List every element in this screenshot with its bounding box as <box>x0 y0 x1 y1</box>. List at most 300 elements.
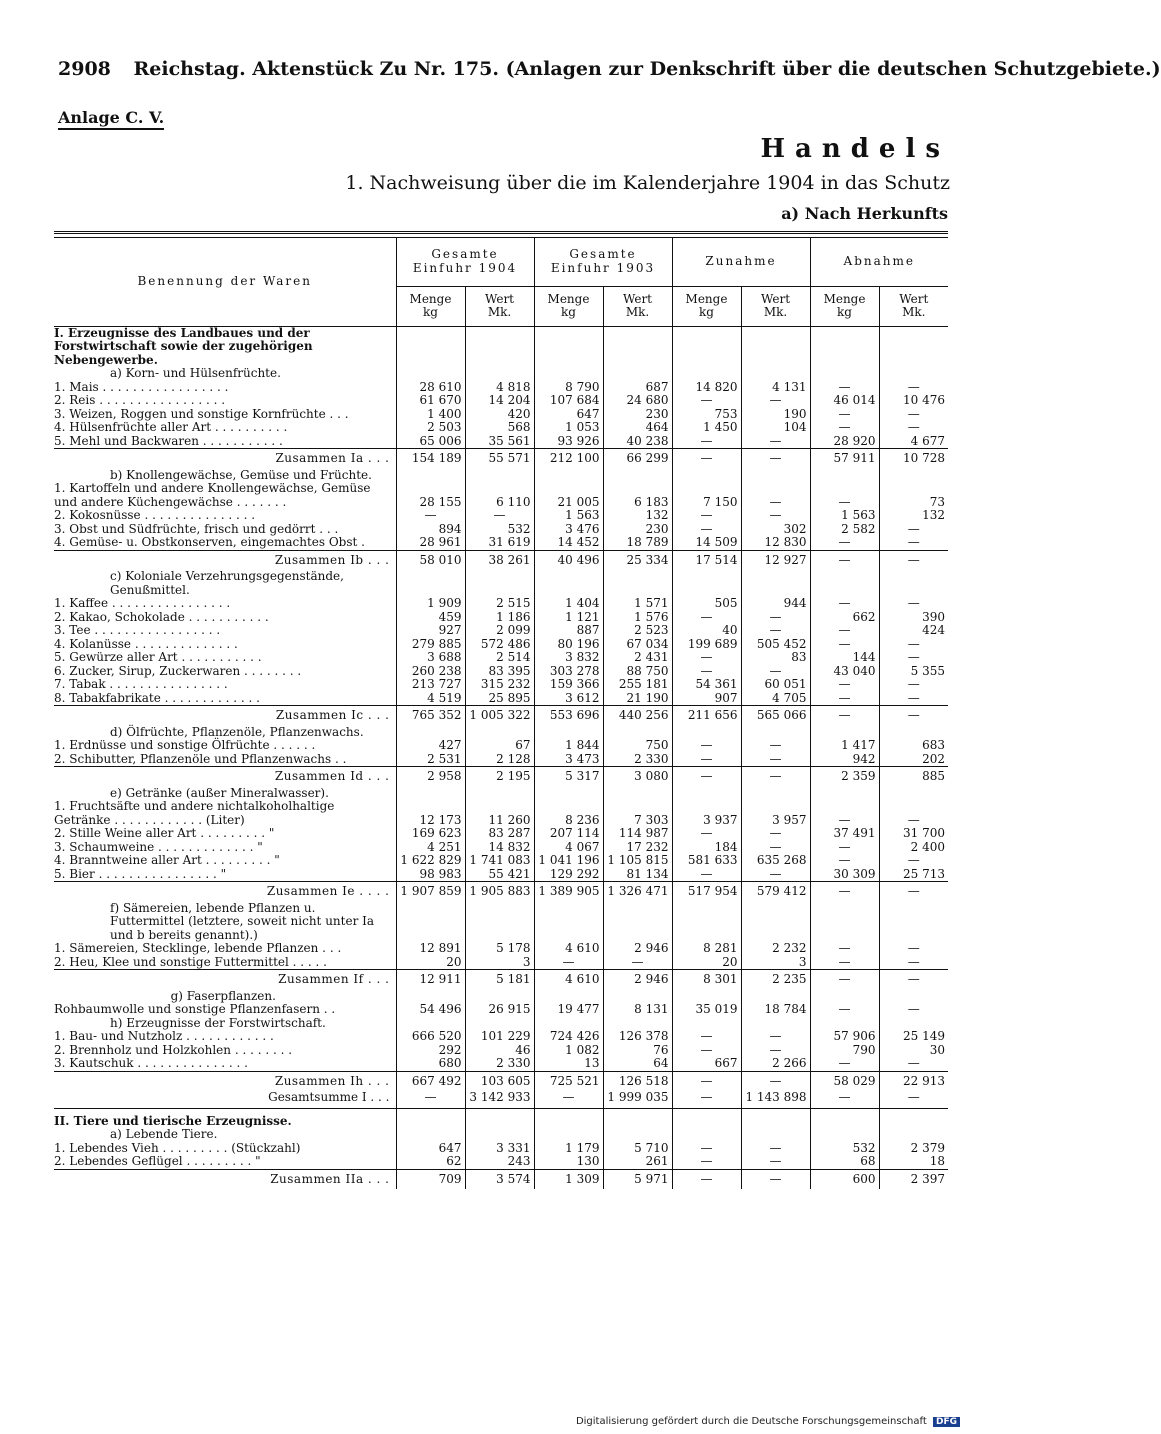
value-cell: 5 317 <box>534 767 603 787</box>
header-value <box>879 286 948 326</box>
value-cell: 1 143 898 <box>741 1091 810 1108</box>
value-cell <box>603 1017 672 1031</box>
value-cell <box>879 990 948 1004</box>
value-cell: 211 656 <box>672 706 741 726</box>
value-cell: 76 <box>603 1044 672 1058</box>
section-heading-row <box>54 469 948 483</box>
value-cell: 12 891 <box>396 942 465 956</box>
row-label: 1. Erdnüsse und sonstige Ölfrüchte . . . . . . <box>54 738 316 752</box>
row-label: 5. Bier . . . . . . . . . . . . . . . . " <box>54 866 227 881</box>
value-cell <box>465 787 534 801</box>
value-cell: — <box>672 523 741 537</box>
value-cell: 3 937 <box>672 800 741 827</box>
value-cell: — <box>741 739 810 753</box>
value-cell: 2 431 <box>603 651 672 665</box>
value-cell: 37 491 <box>810 827 879 841</box>
value-cell: 64 <box>603 1057 672 1071</box>
double-rule <box>54 231 948 238</box>
unit-label: kg <box>561 305 576 319</box>
value-cell <box>396 367 465 381</box>
table-row <box>54 638 948 652</box>
total-row <box>54 1091 948 1108</box>
value-cell: — <box>810 841 879 855</box>
value-cell <box>603 367 672 381</box>
row-label: 2. Stille Weine aller Art . . . . . . . . . " <box>54 826 275 840</box>
value-cell: — <box>879 882 948 902</box>
value-cell: — <box>741 753 810 767</box>
value-cell: 1 041 196 <box>534 854 603 868</box>
value-cell: 3 688 <box>396 651 465 665</box>
trade-table <box>54 238 948 1189</box>
value-cell <box>672 902 741 943</box>
value-cell: 25 713 <box>879 868 948 882</box>
value-cell: 3 957 <box>741 800 810 827</box>
value-cell: 11 260 <box>465 800 534 827</box>
value-cell: 3 574 <box>465 1169 534 1189</box>
value-cell: — <box>879 706 948 726</box>
value-cell: — <box>741 435 810 449</box>
value-cell: — <box>810 800 879 827</box>
value-cell: — <box>741 624 810 638</box>
header-qty <box>810 286 879 326</box>
table-row <box>54 942 948 956</box>
table-row <box>54 394 948 408</box>
value-cell <box>810 367 879 381</box>
value-cell: 724 426 <box>534 1030 603 1044</box>
value-cell: — <box>741 1142 810 1156</box>
value-cell: 144 <box>810 651 879 665</box>
value-cell: 260 238 <box>396 665 465 679</box>
value-cell: 8 236 <box>534 800 603 827</box>
value-cell: — <box>741 841 810 855</box>
row-label: 3. Schaumweine . . . . . . . . . . . . . " <box>54 839 263 854</box>
value-label: Wert <box>899 291 929 306</box>
value-cell: 28 610 <box>396 381 465 395</box>
value-cell: 5 355 <box>879 665 948 679</box>
section-heading-row <box>54 326 948 367</box>
value-cell <box>396 570 465 597</box>
value-cell <box>534 902 603 943</box>
value-cell: — <box>741 482 810 509</box>
value-cell <box>534 570 603 597</box>
value-cell <box>672 726 741 740</box>
value-cell: — <box>741 509 810 523</box>
value-cell: 887 <box>534 624 603 638</box>
value-cell: — <box>879 421 948 435</box>
value-cell <box>810 469 879 483</box>
value-cell: 680 <box>396 1057 465 1071</box>
value-cell <box>672 787 741 801</box>
table-row <box>54 624 948 638</box>
value-cell: 20 <box>396 956 465 970</box>
value-cell: — <box>741 1030 810 1044</box>
value-cell: — <box>810 638 879 652</box>
row-label: 3. Obst und Südfrüchte, frisch und gedörrt . . . <box>54 521 339 536</box>
value-cell: 635 268 <box>741 854 810 868</box>
row-label: Zusammen IIa . . . <box>54 1169 396 1189</box>
header-value <box>741 286 810 326</box>
value-cell: 31 619 <box>465 536 534 550</box>
value-cell: — <box>672 1030 741 1044</box>
row-label: Gesamtsumme I . . . <box>54 1091 396 1108</box>
value-cell: 709 <box>396 1169 465 1189</box>
row-label: 2. Kokosnüsse . . . . . . . . . . . . . . . <box>54 508 256 522</box>
value-cell: 5 178 <box>465 942 534 956</box>
value-cell <box>534 1017 603 1031</box>
value-cell: 261 <box>603 1155 672 1169</box>
subtotal-row <box>54 550 948 570</box>
value-cell <box>603 726 672 740</box>
value-cell: 894 <box>396 523 465 537</box>
value-cell: 7 303 <box>603 800 672 827</box>
value-cell: 58 010 <box>396 550 465 570</box>
value-cell <box>879 1128 948 1142</box>
value-cell: 31 700 <box>879 827 948 841</box>
header-value <box>603 286 672 326</box>
page-number: 2908 <box>58 58 111 80</box>
value-cell: 1 005 322 <box>465 706 534 726</box>
value-cell: 1 053 <box>534 421 603 435</box>
value-cell: — <box>810 970 879 990</box>
value-cell: 28 155 <box>396 482 465 509</box>
value-cell: 647 <box>396 1142 465 1156</box>
value-cell: 553 696 <box>534 706 603 726</box>
value-cell: 67 034 <box>603 638 672 652</box>
table-row <box>54 482 948 509</box>
header-qty <box>534 286 603 326</box>
value-cell: — <box>672 1142 741 1156</box>
table-row <box>54 678 948 692</box>
value-cell: 126 518 <box>603 1071 672 1091</box>
value-cell: — <box>879 523 948 537</box>
row-label: 1. Sämereien, Stecklinge, lebende Pflanzen . . . <box>54 941 342 955</box>
value-cell <box>672 1128 741 1142</box>
value-cell: 683 <box>879 739 948 753</box>
value-cell: 4 610 <box>534 970 603 990</box>
value-cell <box>810 1115 879 1129</box>
value-cell <box>396 1115 465 1129</box>
value-cell: 104 <box>741 421 810 435</box>
table-row <box>54 868 948 882</box>
subtotal-row <box>54 449 948 469</box>
value-cell: 6 183 <box>603 482 672 509</box>
value-cell: — <box>879 678 948 692</box>
value-cell: — <box>810 678 879 692</box>
value-cell: 5 971 <box>603 1169 672 1189</box>
value-cell <box>741 726 810 740</box>
qty-label: Menge <box>547 291 590 306</box>
value-cell: — <box>741 611 810 625</box>
value-cell: 565 066 <box>741 706 810 726</box>
row-label: g) Faserpflanzen. <box>170 988 276 1003</box>
value-cell: 517 954 <box>672 882 741 902</box>
value-cell: — <box>603 956 672 970</box>
value-cell <box>396 787 465 801</box>
value-cell: 4 131 <box>741 381 810 395</box>
value-cell: — <box>879 1057 948 1071</box>
value-cell: 35 019 <box>672 1003 741 1017</box>
value-cell: 1 999 035 <box>603 1091 672 1108</box>
header-qty <box>396 286 465 326</box>
value-cell <box>396 902 465 943</box>
value-cell: 667 492 <box>396 1071 465 1091</box>
value-cell <box>396 1128 465 1142</box>
value-cell: 12 927 <box>741 550 810 570</box>
value-cell <box>465 726 534 740</box>
header-decrease: Abnahme <box>810 238 948 286</box>
value-cell: 532 <box>810 1142 879 1156</box>
section-title: Handels <box>760 134 950 164</box>
value-cell: — <box>879 956 948 970</box>
value-cell: — <box>810 1091 879 1108</box>
value-cell <box>810 1128 879 1142</box>
value-cell: 132 <box>603 509 672 523</box>
value-cell: 2 946 <box>603 942 672 956</box>
value-cell: — <box>672 1044 741 1058</box>
value-cell: 114 987 <box>603 827 672 841</box>
header-value <box>465 286 534 326</box>
value-cell: 2 266 <box>741 1057 810 1071</box>
value-cell: 55 571 <box>465 449 534 469</box>
value-cell: 126 378 <box>603 1030 672 1044</box>
value-cell <box>603 990 672 1004</box>
row-label: 2. Lebendes Geflügel . . . . . . . . . " <box>54 1154 261 1168</box>
row-label: 3. Weizen, Roggen und sonstige Kornfrüchte . . . <box>54 406 349 421</box>
value-cell: 1 082 <box>534 1044 603 1058</box>
value-cell <box>396 726 465 740</box>
table-row <box>54 1030 948 1044</box>
table-row <box>54 1142 948 1156</box>
value-cell: — <box>741 1071 810 1091</box>
value-cell: 10 476 <box>879 394 948 408</box>
value-cell: 12 830 <box>741 536 810 550</box>
value-cell: — <box>672 1169 741 1189</box>
value-cell <box>534 326 603 367</box>
value-cell: 3 331 <box>465 1142 534 1156</box>
value-cell: 18 789 <box>603 536 672 550</box>
row-label: 2. Reis . . . . . . . . . . . . . . . . . <box>54 393 226 407</box>
value-cell: 169 623 <box>396 827 465 841</box>
value-cell <box>603 469 672 483</box>
value-cell: 2 359 <box>810 767 879 787</box>
value-cell: — <box>672 435 741 449</box>
value-cell: 67 <box>465 739 534 753</box>
value-cell: 1 907 859 <box>396 882 465 902</box>
qty-label: Menge <box>685 291 728 306</box>
unit-label: kg <box>699 305 714 319</box>
value-cell: 1 741 083 <box>465 854 534 868</box>
value-cell <box>534 1128 603 1142</box>
value-cell <box>672 469 741 483</box>
value-cell <box>741 902 810 943</box>
section-heading-row <box>54 726 948 740</box>
value-cell <box>534 726 603 740</box>
value-cell: 230 <box>603 523 672 537</box>
unit-label: Mk. <box>902 305 926 319</box>
value-cell: — <box>879 651 948 665</box>
value-cell: 28 961 <box>396 536 465 550</box>
value-cell: 303 278 <box>534 665 603 679</box>
row-label: Zusammen Ia . . . <box>54 449 396 469</box>
table-row <box>54 854 948 868</box>
value-cell <box>810 1017 879 1031</box>
value-cell: — <box>810 942 879 956</box>
table-row <box>54 827 948 841</box>
table-row <box>54 1057 948 1071</box>
subtotal-row <box>54 882 948 902</box>
value-cell: — <box>534 956 603 970</box>
qty-label: Menge <box>823 291 866 306</box>
value-cell: 532 <box>465 523 534 537</box>
row-label: 1. Kaffee . . . . . . . . . . . . . . . . <box>54 596 231 610</box>
value-cell <box>465 1128 534 1142</box>
value-cell: 3 832 <box>534 651 603 665</box>
value-cell: 464 <box>603 421 672 435</box>
value-cell: 43 040 <box>810 665 879 679</box>
value-cell: 790 <box>810 1044 879 1058</box>
value-cell: 19 477 <box>534 1003 603 1017</box>
value-cell: 14 452 <box>534 536 603 550</box>
value-cell <box>879 787 948 801</box>
value-cell: 81 134 <box>603 868 672 882</box>
value-cell <box>741 469 810 483</box>
value-cell: 944 <box>741 597 810 611</box>
value-cell: 46 <box>465 1044 534 1058</box>
value-cell: — <box>810 408 879 422</box>
value-cell: 1 121 <box>534 611 603 625</box>
value-cell: 60 051 <box>741 678 810 692</box>
value-cell: 420 <box>465 408 534 422</box>
table-row <box>54 536 948 550</box>
row-label: 1. Kartoffeln und andere Knollengewächse, Gemüse und andere Küchengewächse . . . . . . . <box>54 481 371 509</box>
value-cell: 199 689 <box>672 638 741 652</box>
value-cell: 7 150 <box>672 482 741 509</box>
value-cell <box>672 367 741 381</box>
value-cell: — <box>879 942 948 956</box>
value-cell: 927 <box>396 624 465 638</box>
value-cell: — <box>810 956 879 970</box>
value-cell: 1 622 829 <box>396 854 465 868</box>
value-cell <box>741 367 810 381</box>
value-cell <box>603 570 672 597</box>
section-heading-row <box>54 367 948 381</box>
value-cell: 1 309 <box>534 1169 603 1189</box>
value-cell: 25 149 <box>879 1030 948 1044</box>
row-label: h) Erzeugnisse der Forstwirtschaft. <box>110 1015 326 1030</box>
row-label: 1. Bau- und Nutzholz . . . . . . . . . . . . <box>54 1029 274 1043</box>
value-cell: 1 563 <box>534 509 603 523</box>
value-cell: — <box>534 1091 603 1108</box>
value-cell: 57 911 <box>810 449 879 469</box>
value-cell: 154 189 <box>396 449 465 469</box>
value-cell: 207 114 <box>534 827 603 841</box>
value-cell: 3 <box>465 956 534 970</box>
value-cell: 647 <box>534 408 603 422</box>
table-row <box>54 841 948 855</box>
value-cell: 13 <box>534 1057 603 1071</box>
row-label: 6. Zucker, Sirup, Zuckerwaren . . . . . . . . <box>54 663 302 678</box>
value-cell: 8 281 <box>672 942 741 956</box>
value-cell: — <box>741 665 810 679</box>
section-heading-row <box>54 787 948 801</box>
value-cell: 18 <box>879 1155 948 1169</box>
value-cell: 4 067 <box>534 841 603 855</box>
value-cell: — <box>741 827 810 841</box>
value-cell: 243 <box>465 1155 534 1169</box>
value-cell <box>534 367 603 381</box>
value-cell: 103 605 <box>465 1071 534 1091</box>
table-row <box>54 611 948 625</box>
value-cell: 80 196 <box>534 638 603 652</box>
row-label: 5. Gewürze aller Art . . . . . . . . . . . <box>54 650 262 664</box>
value-cell: 255 181 <box>603 678 672 692</box>
row-label: d) Ölfrüchte, Pflanzenöle, Pflanzenwachs. <box>110 724 364 739</box>
value-cell: 1 450 <box>672 421 741 435</box>
value-cell <box>465 902 534 943</box>
value-cell <box>741 570 810 597</box>
value-cell: 184 <box>672 841 741 855</box>
value-cell: 83 287 <box>465 827 534 841</box>
value-cell <box>396 1017 465 1031</box>
value-cell: 30 <box>879 1044 948 1058</box>
value-cell <box>810 902 879 943</box>
value-cell: — <box>879 854 948 868</box>
table-row <box>54 800 948 827</box>
value-cell: 505 <box>672 597 741 611</box>
value-cell: — <box>810 1057 879 1071</box>
value-cell: 12 173 <box>396 800 465 827</box>
value-cell: 942 <box>810 753 879 767</box>
section-heading-row <box>54 902 948 943</box>
value-cell: 292 <box>396 1044 465 1058</box>
value-cell: 22 913 <box>879 1071 948 1091</box>
table-row <box>54 381 948 395</box>
value-cell <box>465 326 534 367</box>
value-cell: 14 204 <box>465 394 534 408</box>
value-cell: — <box>810 706 879 726</box>
value-cell: 68 <box>810 1155 879 1169</box>
value-cell: — <box>741 449 810 469</box>
value-label: Wert <box>622 291 652 306</box>
table-row <box>54 435 948 449</box>
row-label: Zusammen If . . . <box>54 970 396 990</box>
value-cell: 2 235 <box>741 970 810 990</box>
row-label: a) Korn- und Hülsenfrüchte. <box>110 366 281 380</box>
value-cell <box>672 1115 741 1129</box>
value-cell: — <box>879 381 948 395</box>
row-label: e) Getränke (außer Mineralwasser). <box>110 785 329 800</box>
value-cell: — <box>672 868 741 882</box>
table-row <box>54 421 948 435</box>
running-header <box>58 58 1161 80</box>
value-cell: 4 705 <box>741 692 810 706</box>
section-heading-row <box>54 1115 948 1129</box>
value-cell: 2 946 <box>603 970 672 990</box>
value-cell: 2 523 <box>603 624 672 638</box>
row-label: 7. Tabak . . . . . . . . . . . . . . . . <box>54 677 228 691</box>
subtotal-row <box>54 1071 948 1091</box>
row-label: c) Koloniale Verzehrungsgegenstände, Genußmittel. <box>110 569 344 597</box>
value-cell: — <box>741 1155 810 1169</box>
value-cell: — <box>810 421 879 435</box>
value-cell: 1 105 815 <box>603 854 672 868</box>
value-cell <box>396 990 465 1004</box>
value-cell: — <box>810 624 879 638</box>
value-cell <box>879 1115 948 1129</box>
value-cell: — <box>672 767 741 787</box>
header-goods: Benennung der Waren <box>54 238 396 326</box>
value-cell: — <box>672 1091 741 1108</box>
